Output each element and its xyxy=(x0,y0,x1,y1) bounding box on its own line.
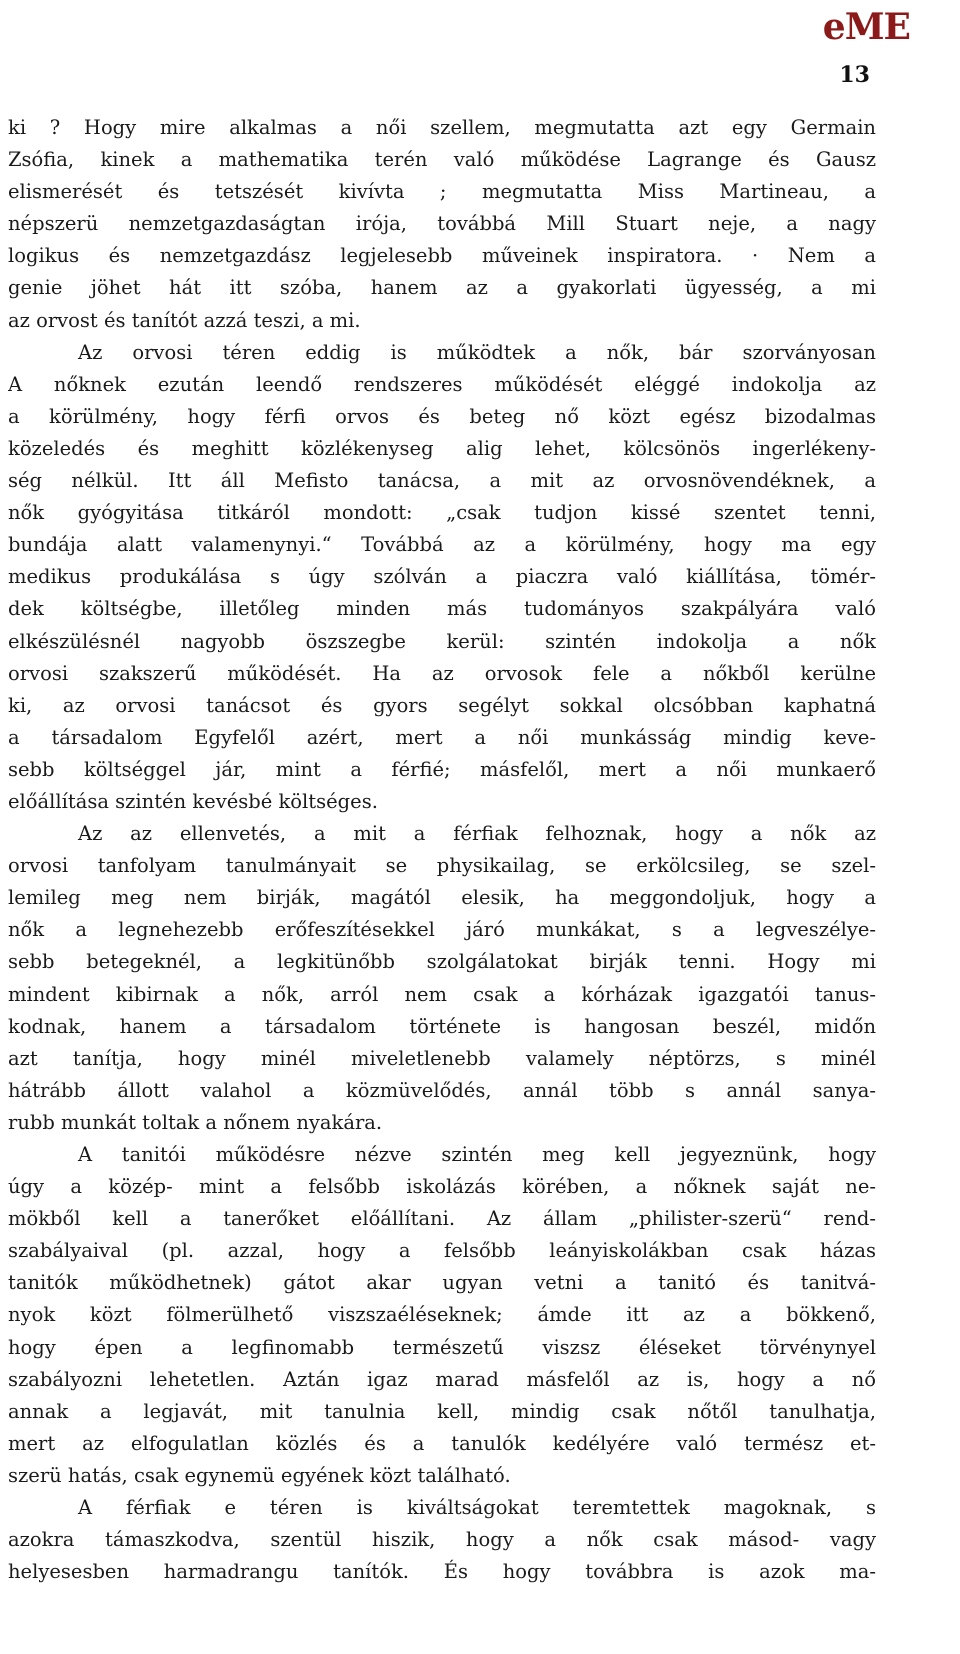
body-text xyxy=(8,112,876,1588)
page-number: 13 xyxy=(839,62,870,88)
text-line: úgy a közép- mint a felsőbb iskolázás körében, a nőknek saját ne- xyxy=(8,1175,876,1199)
text-line: tanitók működhetnek) gátot akar ugyan vetni a tanitó és tanitvá- xyxy=(8,1271,876,1295)
text-line: sebb költséggel jár, mint a férfié; másfelől, mert a női munkaerő xyxy=(8,757,876,781)
text-line: a társadalom Egyfelől azért, mert a női munkásság mindig keve- xyxy=(8,725,876,749)
paragraph-first-line: A férfiak e téren is kiváltságokat teremtettek magoknak, s xyxy=(78,1496,876,1520)
text-line: nők gyógyitása titkáról mondott: „csak tudjon kissé szentet tenni, xyxy=(8,501,876,525)
paragraph-first-line: A tanitói működésre nézve szintén meg kell jegyeznünk, hogy xyxy=(78,1143,876,1166)
text-line: helyesesben harmadrangu tanítók. És hogy továbbra is azok ma- xyxy=(8,1560,876,1584)
text-line: ki ? Hogy mire alkalmas a női szellem, megmutatta azt egy Germain xyxy=(8,116,876,139)
text-line: dek költségbe, illetőleg minden más tudományos szakpályára való xyxy=(8,597,876,621)
text-line: az orvost és tanítót azzá teszi, a mi. xyxy=(8,308,361,332)
text-line: annak a legjavát, mit tanulnia kell, mindig csak nőtől tanulhatja, xyxy=(8,1399,876,1423)
text-line: ség nélkül. Itt áll Mefisto tanácsa, a mit az orvosnövendéknek, a xyxy=(8,469,876,493)
text-line: mindent kibirnak a nők, arról nem csak a kórházak igazgatói tanus- xyxy=(8,982,876,1006)
text-line: népszerü nemzetgazdaságtan irója, továbbá Mill Stuart neje, a nagy xyxy=(8,212,876,236)
text-line: lemileg meg nem birják, magától elesik, ha meggondoljuk, hogy a xyxy=(8,886,876,910)
text-line: mert az elfogulatlan közlés és a tanulók kedélyére való termész et- xyxy=(8,1431,876,1455)
text-line: azokra támaszkodva, szentül hiszik, hogy a nők csak másod- vagy xyxy=(8,1528,876,1552)
text-line: hogy épen a legfinomabb természetű viszsz éléseket törvénynyel xyxy=(8,1335,876,1359)
text-line: mökből kell a tanerőket előállítani. Az állam „philister-szerü“ rend- xyxy=(8,1207,876,1231)
text-line: genie jöhet hát itt szóba, hanem az a gyakorlati ügyesség, a mi xyxy=(8,276,876,300)
text-line: logikus és nemzetgazdász legjelesebb műveinek inspiratora. · Nem a xyxy=(8,244,876,268)
text-line: bundája alatt valamenynyi.“ Továbbá az a körülmény, hogy ma egy xyxy=(8,533,876,557)
paragraph-first-line: Az az ellenvetés, a mit a férfiak felhoznak, hogy a nők az xyxy=(78,822,876,846)
text-line: szabályozni lehetetlen. Aztán igaz marad másfelől az is, hogy a nő xyxy=(8,1367,876,1391)
text-line: A nőknek ezután leendő rendszeres működését eléggé indokolja az xyxy=(8,372,876,396)
text-line: ki, az orvosi tanácsot és gyors segélyt sokkal olcsóbban kaphatná xyxy=(8,693,876,717)
text-line: nyok közt fölmerülhető viszszaéléseknek; ámde itt az a bökkenő, xyxy=(8,1303,876,1327)
text-line: medikus produkálása s úgy szólván a piaczra való kiállítása, tömér- xyxy=(8,565,876,589)
text-line: nők a legnehezebb erőfeszítésekkel járó munkákat, s a legveszélye- xyxy=(8,918,876,942)
text-line: elismerését és tetszését kivívta ; megmutatta Miss Martineau, a xyxy=(8,180,876,204)
text-line: azt tanítja, hogy minél miveletlenebb valamely néptörzs, s minél xyxy=(8,1046,876,1070)
text-line: sebb betegeknél, a legkitünőbb szolgálatokat birják tenni. Hogy mi xyxy=(8,950,876,974)
text-line: szabályaival (pl. azzal, hogy a felsőbb leányiskolákban csak házas xyxy=(8,1239,876,1263)
text-line: előállítása szintén kevésbé költséges. xyxy=(8,789,378,813)
text-line: kodnak, hanem a társadalom története is hangosan beszél, midőn xyxy=(8,1014,876,1038)
text-line: közeledés és meghitt közlékenyseg alig lehet, kölcsönös ingerlékeny- xyxy=(8,436,876,460)
text-line: szerü hatás, csak egynemü egyének közt található. xyxy=(8,1463,511,1487)
publisher-logo: eME xyxy=(822,6,910,48)
text-line: elkészülésnél nagyobb öszszegbe kerül: szintén indokolja a nők xyxy=(8,629,876,653)
text-line: hátrább állott valahol a közmüvelődés, annál több s annál sanya- xyxy=(8,1078,876,1102)
text-line: rubb munkát toltak a nőnem nyakára. xyxy=(8,1110,383,1134)
text-line: orvosi tanfolyam tanulmányait se physikailag, se erkölcsileg, se szel- xyxy=(8,854,876,878)
text-line: a körülmény, hogy férfi orvos és beteg nő közt egész bizodalmas xyxy=(8,404,876,428)
paragraph-first-line: Az orvosi téren eddig is működtek a nők, bár szorványosan xyxy=(78,340,876,364)
text-line: orvosi szakszerű működését. Ha az orvosok fele a nőkből kerülne xyxy=(8,661,876,685)
text-line: Zsófia, kinek a mathematika terén való működése Lagrange és Gausz xyxy=(8,148,876,172)
